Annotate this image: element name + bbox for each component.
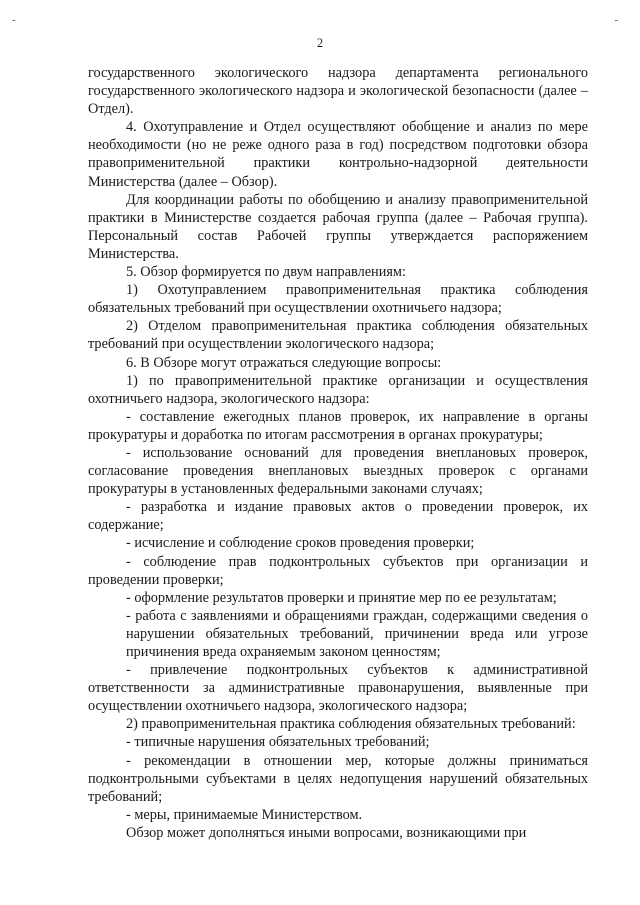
paragraph: - разработка и издание правовых актов о проведении проверок, их содержание;: [88, 499, 588, 534]
paragraph: Для координации работы по обобщению и анализу правоприменительной практики в Министерстве создается рабочая группа (далее – Рабочая группа). Персональный состав Рабочей группы утверждается распоряжением Министерства.: [88, 191, 588, 262]
paragraph: государственного экологического надзора департамента регионального государственного экологического надзора и экологической безопасности (далее – Отдел).: [88, 65, 588, 118]
paragraph: - привлечение подконтрольных субъектов к административной ответственности за административные правонарушения, выявленные при осуществлении охотничьего надзора, экологического надзора;: [88, 662, 588, 715]
paragraph: - рекомендации в отношении мер, которые должны приниматься подконтрольными субъектами в целях недопущения нарушений обязательных требований;: [88, 752, 588, 805]
paragraph: - работа с заявлениями и обращениями граждан, содержащими сведения о нарушении обязательных требований, причинении вреда или угрозе причинения вреда охраняемым законом ценностям;: [126, 607, 588, 660]
corner-mark-right: -: [614, 14, 618, 26]
page-number: 2: [316, 36, 324, 50]
paragraph: - оформление результатов проверки и принятие мер по ее результатам;: [126, 589, 557, 606]
document-body: [88, 64, 588, 842]
paragraph: - составление ежегодных планов проверок, их направление в органы прокуратуры и доработка по итогам рассмотрения в органах прокуратуры;: [88, 408, 588, 443]
paragraph: - типичные нарушения обязательных требований;: [126, 734, 430, 751]
paragraph: 5. Обзор формируется по двум направлениям:: [126, 264, 406, 281]
paragraph: - исчисление и соблюдение сроков проведения проверки;: [126, 535, 475, 552]
paragraph: Обзор может дополняться иными вопросами, возникающими при: [126, 824, 527, 841]
corner-mark-left: -: [12, 14, 16, 26]
paragraph: - соблюдение прав подконтрольных субъектов при организации и проведении проверки;: [88, 553, 588, 588]
paragraph: 1) Охотуправлением правоприменительная практика соблюдения обязательных требований при осуществлении охотничьего надзора;: [88, 282, 588, 317]
paragraph: 1) по правоприменительной практике организации и осуществления охотничьего надзора, экологического надзора:: [88, 372, 588, 407]
paragraph: 2) Отделом правоприменительная практика соблюдения обязательных требований при осуществлении экологического надзора;: [88, 318, 588, 353]
paragraph: - меры, принимаемые Министерством.: [126, 806, 363, 823]
paragraph: 2) правоприменительная практика соблюдения обязательных требований:: [126, 716, 576, 733]
paragraph: 4. Охотуправление и Отдел осуществляют обобщение и анализ по мере необходимости (но не реже одного раза в год) посредством подготовки обзора правоприменительной практики контрольно-надзорной деятельности Министерства (далее – Обзор).: [88, 119, 588, 190]
paragraph: 6. В Обзоре могут отражаться следующие вопросы:: [126, 354, 442, 371]
paragraph: - использование оснований для проведения внеплановых проверок, согласование проведения внеплановых выездных проверок с органами прокуратуры в установленных федеральными законами случаях;: [88, 444, 588, 498]
